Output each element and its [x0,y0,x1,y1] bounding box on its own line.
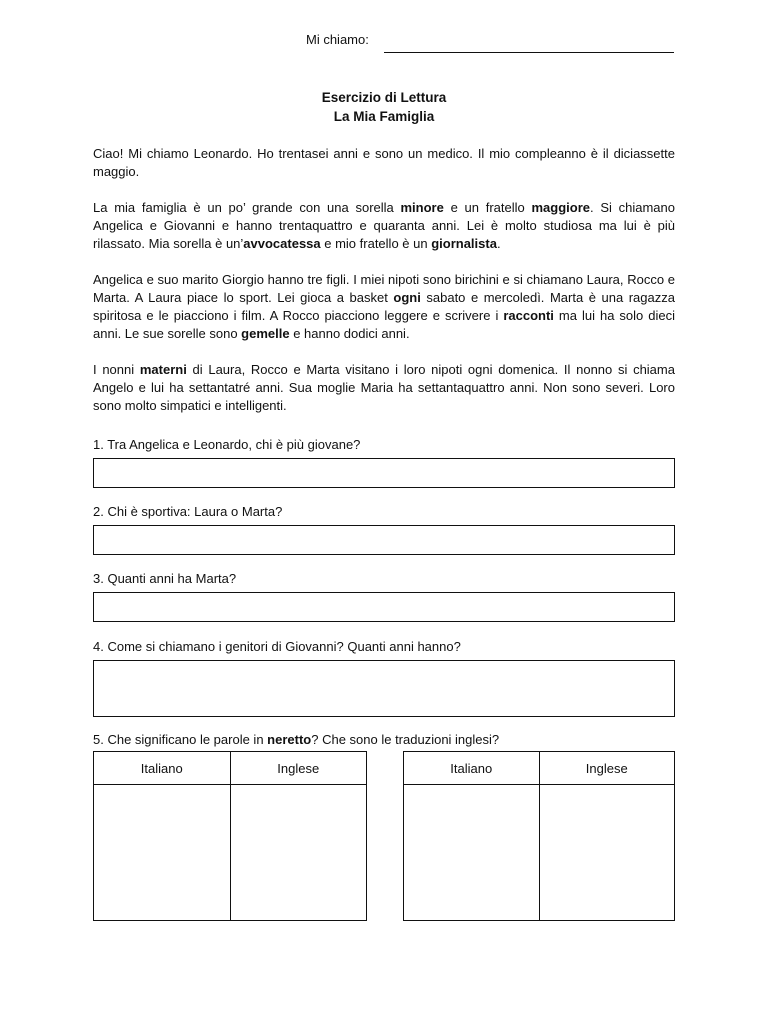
question-5 [93,732,675,753]
text: e mio fratello è un [320,236,432,251]
paragraph-2 [93,199,675,253]
text: . Si chiamano Angelica e Giovanni e hanno trentaquattro e quaranta anni. Lei è molto studiosa ma lui è più rilassato. Mia sorella è un’ [93,200,675,251]
bold-word: gemelle [241,326,290,341]
bold-word: materni [139,362,187,377]
text: La mia famiglia è un po’ grande con una sorella [93,200,401,215]
text: e un fratello [443,200,532,215]
english-answer-cell[interactable] [539,785,675,921]
answer-box-1[interactable] [93,458,675,488]
header-inglese: Inglese [230,752,367,785]
question-1 [93,437,675,488]
answer-box-3[interactable] [93,592,675,622]
bold-word: maggiore [531,200,590,215]
reading-text [93,145,675,433]
name-input-line[interactable] [384,52,674,53]
bold-word: giornalista [431,236,497,251]
paragraph-3 [93,271,675,343]
paragraph-1: Ciao! Mi chiamo Leonardo. Ho trentasei anni e sono un medico. Il mio compleanno è il diciassette maggio. [93,146,675,179]
worksheet-title [0,88,768,126]
text: ? Che sono le traduzioni inglesi? [311,732,500,747]
vocab-table-left [93,751,367,921]
question-3-text: 3. Quanti anni ha Marta? [93,571,237,586]
question-1-text: 1. Tra Angelica e Leonardo, chi è più giovane? [93,437,361,452]
bold-word: avvocatessa [243,236,321,251]
italian-answer-cell[interactable] [94,785,231,921]
question-3 [93,571,675,622]
text: di Laura, Rocco e Marta visitano i loro nipoti ogni domenica. Il nonno si chiama Angelo e lui ha settantatré anni. Sua moglie Maria ha settantaquattro anni. Non sono severi. Loro sono molto simpatici e intelligenti. [93,362,675,413]
answer-box-2[interactable] [93,525,675,555]
header-italiano: Italiano [404,752,540,785]
bold-word: neretto [267,732,312,747]
header-italiano: Italiano [94,752,231,785]
text: ma lui ha solo dieci anni. Le sue sorelle sono [93,308,676,341]
bold-word: ogni [393,290,421,305]
title-line-2: La Mia Famiglia [333,109,435,124]
bold-word: racconti [503,308,554,323]
english-answer-cell[interactable] [230,785,367,921]
question-5-text [93,732,675,748]
text: e hanno dodici anni. [289,326,410,341]
title-line-1: Esercizio di Lettura [321,90,447,105]
question-4 [93,639,675,717]
answer-box-4[interactable] [93,660,675,717]
text: Angelica e suo marito Giorgio hanno tre figli. I miei nipoti sono birichini e si chiamano Laura, Rocco e Marta. A Laura piace lo sport. Lei gioca a basket [93,272,675,305]
name-row [304,30,674,54]
bold-word: minore [400,200,444,215]
text: I nonni [93,362,140,377]
text: 5. Che significano le parole in [93,732,268,747]
header-inglese: Inglese [539,752,675,785]
italian-answer-cell[interactable] [404,785,540,921]
question-2-text: 2. Chi è sportiva: Laura o Marta? [93,504,283,519]
name-label: Mi chiamo: [306,32,369,47]
question-4-text: 4. Come si chiamano i genitori di Giovanni? Quanti anni hanno? [93,639,461,654]
text: . [496,236,501,251]
paragraph-4 [93,361,675,415]
text: sabato e mercoledì. Marta è una ragazza spiritosa e le piacciono i film. A Rocco piacciono leggere e scrivere i [93,290,675,323]
vocab-table-right [403,751,675,921]
question-2 [93,504,675,555]
